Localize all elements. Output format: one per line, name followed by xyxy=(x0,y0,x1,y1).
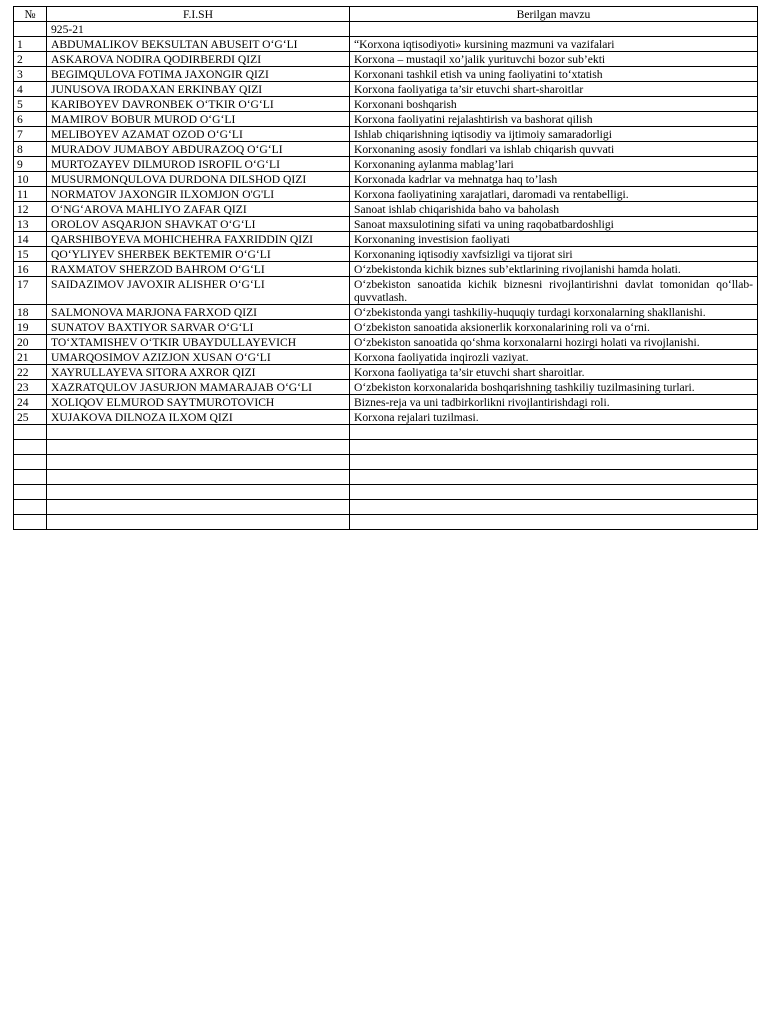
assigned-topic: Korxonaning asosiy fondlari va ishlab chiqarish quvvati xyxy=(350,142,758,157)
assigned-topic: Sanoat maxsulotining sifati va uning raqobatbardoshligi xyxy=(350,217,758,232)
empty-cell xyxy=(350,440,758,455)
empty-cell xyxy=(14,470,47,485)
table-row xyxy=(14,305,758,320)
student-name: UMARQOSIMOV AZIZJON XUSAN O‘G‘LI xyxy=(47,350,350,365)
assigned-topic: O‘zbekiston sanoatida kichik biznesni rivojlantirishni davlat tomonidan qo‘llab-quvvatlash. xyxy=(350,277,758,305)
assigned-topic: Korxona faoliyatining xarajatlari, daromadi va rentabelligi. xyxy=(350,187,758,202)
assigned-topic: O‘zbekiston sanoatida qo‘shma korxonalarni hozirgi holati va rivojlanishi. xyxy=(350,335,758,350)
assigned-topic: Korxona faoliyatiga ta’sir etuvchi shart sharoitlar. xyxy=(350,365,758,380)
row-number: 4 xyxy=(14,82,47,97)
empty-cell xyxy=(350,425,758,440)
table-row xyxy=(14,410,758,425)
empty-cell xyxy=(14,515,47,530)
empty-cell xyxy=(350,455,758,470)
row-number: 13 xyxy=(14,217,47,232)
row-number: 10 xyxy=(14,172,47,187)
empty-cell xyxy=(14,485,47,500)
assigned-topic: Biznes-reja va uni tadbirkorlikni rivojlantirishdagi roli. xyxy=(350,395,758,410)
empty-cell xyxy=(47,485,350,500)
row-number: 2 xyxy=(14,52,47,67)
row-number: 24 xyxy=(14,395,47,410)
student-name: XAYRULLAYEVA SITORA AXROR QIZI xyxy=(47,365,350,380)
table-row xyxy=(14,52,758,67)
row-number: 3 xyxy=(14,67,47,82)
table-row xyxy=(14,37,758,52)
student-name: QO‘YLIYEV SHERBEK BEKTEMIR O‘G‘LI xyxy=(47,247,350,262)
assigned-topic: O‘zbekiston sanoatida aksionerlik korxonalarining roli va o‘rni. xyxy=(350,320,758,335)
row-number: 19 xyxy=(14,320,47,335)
row-number: 16 xyxy=(14,262,47,277)
empty-cell xyxy=(47,470,350,485)
table-row xyxy=(14,232,758,247)
student-name: XUJAKOVA DILNOZA ILXOM QIZI xyxy=(47,410,350,425)
table-row xyxy=(14,202,758,217)
empty-cell xyxy=(350,500,758,515)
number-column-header: № xyxy=(14,7,47,22)
empty-cell xyxy=(350,485,758,500)
table-row xyxy=(14,127,758,142)
table-row xyxy=(14,172,758,187)
student-name: MUSURMONQULOVA DURDONA DILSHOD QIZI xyxy=(47,172,350,187)
row-number: 6 xyxy=(14,112,47,127)
assigned-topic: Sanoat ishlab chiqarishida baho va baholash xyxy=(350,202,758,217)
assigned-topic: Korxonada kadrlar va mehnatga haq to’lash xyxy=(350,172,758,187)
empty-cell xyxy=(47,500,350,515)
empty-cell xyxy=(47,440,350,455)
assigned-topic: Korxonaning iqtisodiy xavfsizligi va tijorat siri xyxy=(350,247,758,262)
row-number: 17 xyxy=(14,277,47,305)
table-row xyxy=(14,67,758,82)
empty-cell xyxy=(14,440,47,455)
row-number: 15 xyxy=(14,247,47,262)
group-row-number-cell xyxy=(14,22,47,37)
empty-cell xyxy=(47,455,350,470)
student-name: SALMONOVA MARJONA FARXOD QIZI xyxy=(47,305,350,320)
student-name: MELIBOYEV AZAMAT OZOD O‘G‘LI xyxy=(47,127,350,142)
student-name: NORMATOV JAXONGIR ILXOMJON O'G'LI xyxy=(47,187,350,202)
assigned-topic: “Korxona iqtisodiyoti» kursining mazmuni va vazifalari xyxy=(350,37,758,52)
table-row xyxy=(14,247,758,262)
group-row-topic-cell xyxy=(350,22,758,37)
assigned-topic: Korxona rejalari tuzilmasi. xyxy=(350,410,758,425)
table-row xyxy=(14,335,758,350)
row-number: 25 xyxy=(14,410,47,425)
row-number: 5 xyxy=(14,97,47,112)
group-label: 925-21 xyxy=(47,22,350,37)
row-number: 21 xyxy=(14,350,47,365)
name-column-header: F.I.SH xyxy=(47,7,350,22)
student-name: ABDUMALIKOV BEKSULTAN ABUSEIT O‘G‘LI xyxy=(47,37,350,52)
empty-cell xyxy=(47,515,350,530)
assigned-topic: O‘zbekistonda yangi tashkiliy-huquqiy turdagi korxonalarning shakllanishi. xyxy=(350,305,758,320)
student-topics-table xyxy=(13,6,758,530)
row-number: 1 xyxy=(14,37,47,52)
assigned-topic: O‘zbekistonda kichik biznes sub’ektlarining rivojlanishi hamda holati. xyxy=(350,262,758,277)
student-name: XAZRATQULOV JASURJON MAMARAJAB O‘G‘LI xyxy=(47,380,350,395)
student-name: ASKAROVA NODIRA QODIRBERDI QIZI xyxy=(47,52,350,67)
empty-cell xyxy=(14,455,47,470)
table-row xyxy=(14,350,758,365)
student-name: O‘NG‘AROVA MAHLIYO ZAFAR QIZI xyxy=(47,202,350,217)
student-name: TO‘XTAMISHEV O‘TKIR UBAYDULLAYEVICH xyxy=(47,335,350,350)
row-number: 23 xyxy=(14,380,47,395)
row-number: 12 xyxy=(14,202,47,217)
student-name: RAXMATOV SHERZOD BAHROM O‘G‘LI xyxy=(47,262,350,277)
empty-cell xyxy=(14,500,47,515)
student-name: SAIDAZIMOV JAVOXIR ALISHER O‘G‘LI xyxy=(47,277,350,305)
table-row xyxy=(14,277,758,305)
assigned-topic: Ishlab chiqarishning iqtisodiy va ijtimoiy samaradorligi xyxy=(350,127,758,142)
table-row xyxy=(14,395,758,410)
table-row xyxy=(14,320,758,335)
row-number: 22 xyxy=(14,365,47,380)
row-number: 11 xyxy=(14,187,47,202)
table-row xyxy=(14,82,758,97)
table-row xyxy=(14,380,758,395)
row-number: 7 xyxy=(14,127,47,142)
empty-table-row xyxy=(14,485,758,500)
student-name: KARIBOYEV DAVRONBEK O‘TKIR O‘G‘LI xyxy=(47,97,350,112)
row-number: 8 xyxy=(14,142,47,157)
empty-cell xyxy=(350,515,758,530)
assigned-topic: Korxona faoliyatiga ta’sir etuvchi shart-sharoitlar xyxy=(350,82,758,97)
table-row xyxy=(14,142,758,157)
table-row xyxy=(14,97,758,112)
empty-cell xyxy=(350,470,758,485)
empty-cell xyxy=(47,425,350,440)
empty-table-row xyxy=(14,515,758,530)
row-number: 9 xyxy=(14,157,47,172)
student-name: XOLIQOV ELMUROD SAYTMUROTOVICH xyxy=(47,395,350,410)
assigned-topic: Korxona faoliyatida inqirozli vaziyat. xyxy=(350,350,758,365)
empty-table-row xyxy=(14,425,758,440)
table-row xyxy=(14,262,758,277)
student-name: MURADOV JUMABOY ABDURAZOQ O‘G‘LI xyxy=(47,142,350,157)
table-row xyxy=(14,112,758,127)
assigned-topic: Korxonani tashkil etish va uning faoliyatini to‘xtatish xyxy=(350,67,758,82)
empty-table-row xyxy=(14,470,758,485)
header-row xyxy=(14,7,758,22)
empty-table-row xyxy=(14,440,758,455)
group-row xyxy=(14,22,758,37)
student-name: OROLOV ASQARJON SHAVKAT O‘G‘LI xyxy=(47,217,350,232)
table-body xyxy=(14,22,758,530)
assigned-topic: Korxonani boshqarish xyxy=(350,97,758,112)
empty-table-row xyxy=(14,500,758,515)
empty-cell xyxy=(14,425,47,440)
assigned-topic: O‘zbekiston korxonalarida boshqarishning tashkiliy tuzilmasining turlari. xyxy=(350,380,758,395)
assigned-topic: Korxona – mustaqil xo’jalik yurituvchi bozor sub’ekti xyxy=(350,52,758,67)
table-row xyxy=(14,157,758,172)
row-number: 14 xyxy=(14,232,47,247)
table-row xyxy=(14,217,758,232)
assigned-topic: Korxona faoliyatini rejalashtirish va bashorat qilish xyxy=(350,112,758,127)
student-name: JUNUSOVA IRODAXAN ERKINBAY QIZI xyxy=(47,82,350,97)
row-number: 20 xyxy=(14,335,47,350)
student-name: MAMIROV BOBUR MUROD O‘G‘LI xyxy=(47,112,350,127)
assigned-topic: Korxonaning aylanma mablag’lari xyxy=(350,157,758,172)
row-number: 18 xyxy=(14,305,47,320)
student-name: QARSHIBOYEVA MOHICHEHRA FAXRIDDIN QIZI xyxy=(47,232,350,247)
table-row xyxy=(14,187,758,202)
student-name: SUNATOV BAXTIYOR SARVAR O‘G‘LI xyxy=(47,320,350,335)
topic-column-header: Berilgan mavzu xyxy=(350,7,758,22)
student-name: BEGIMQULOVA FOTIMA JAXONGIR QIZI xyxy=(47,67,350,82)
student-name: MURTOZAYEV DILMUROD ISROFIL O‘G‘LI xyxy=(47,157,350,172)
assigned-topic: Korxonaning investision faoliyati xyxy=(350,232,758,247)
empty-table-row xyxy=(14,455,758,470)
table-row xyxy=(14,365,758,380)
